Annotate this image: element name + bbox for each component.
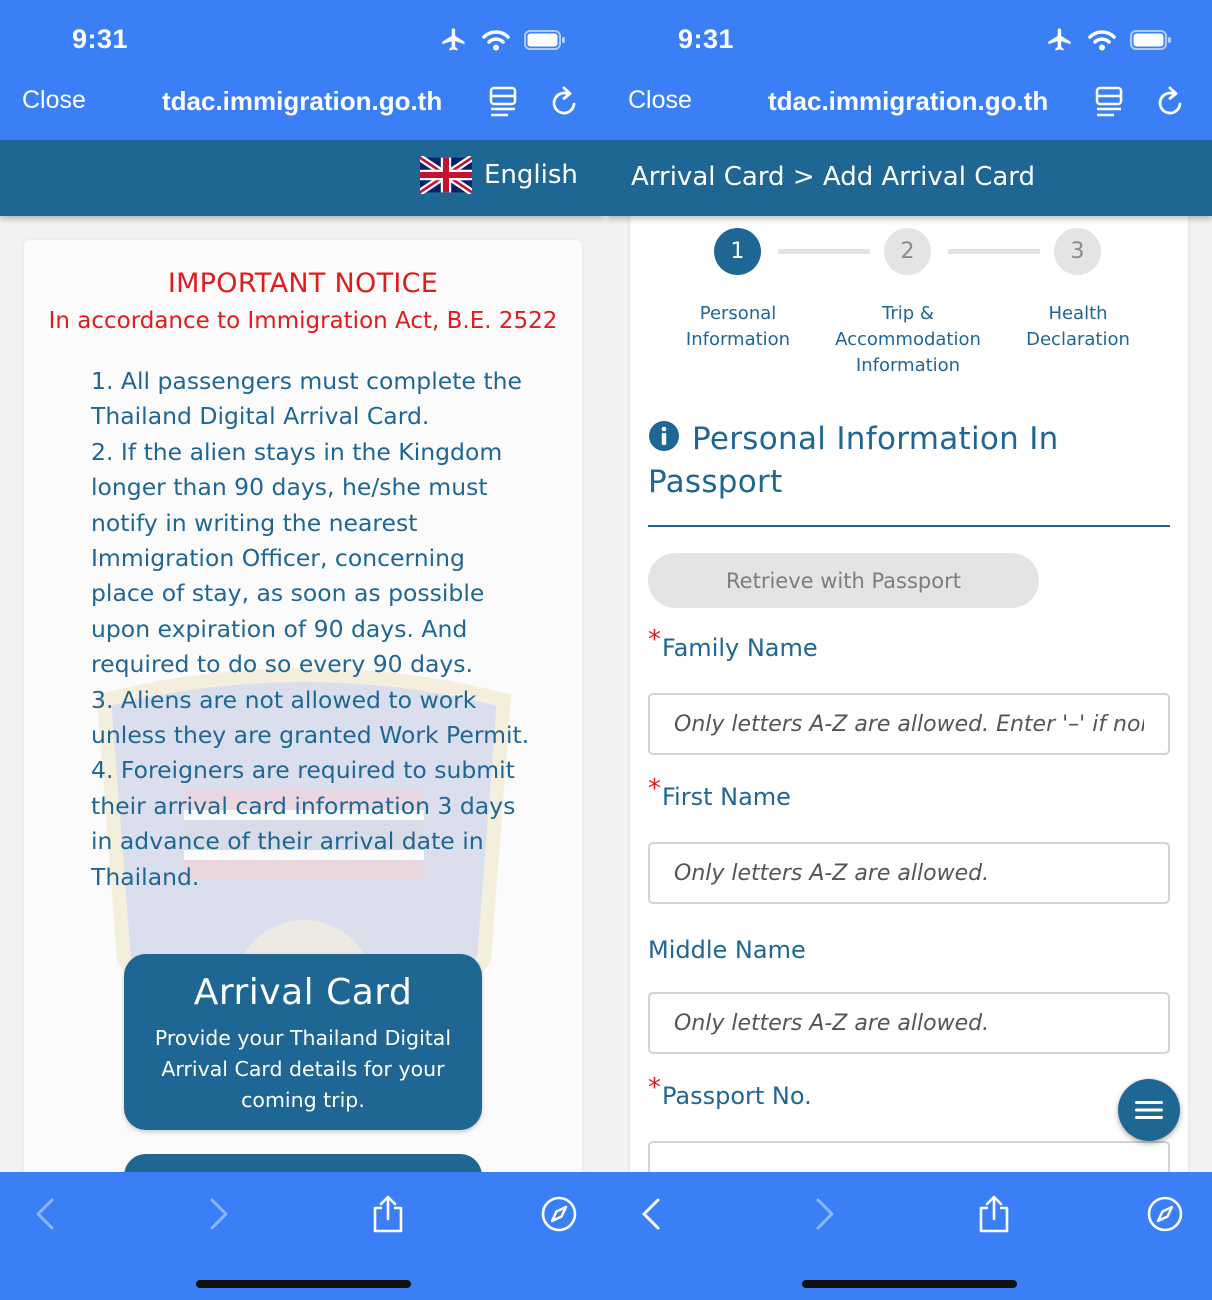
url-field[interactable]: tdac.immigration.go.th: [162, 86, 443, 116]
step-connector: [948, 249, 1040, 254]
family-name-input[interactable]: [648, 693, 1170, 755]
wifi-icon: [482, 29, 510, 51]
arrival-card-description: Provide your Thailand Digital Arrival Card details for your coming trip.: [154, 1026, 452, 1112]
step-3-label: Health Declaration: [1026, 303, 1130, 350]
notice-subtitle: In accordance to Immigration Act, B.E. 2522: [48, 308, 558, 334]
required-marker: *: [648, 774, 661, 804]
chevron-right-icon: [206, 1194, 232, 1234]
share-button[interactable]: [976, 1194, 1012, 1238]
reader-mode-button[interactable]: [488, 86, 518, 122]
middle-name-input[interactable]: [648, 992, 1170, 1054]
form-card: [630, 216, 1188, 1196]
reader-icon: [1094, 86, 1124, 118]
first-name-input[interactable]: [648, 842, 1170, 904]
notice-item: 1. All passengers must complete the Thailand Digital Arrival Card.: [91, 367, 522, 431]
share-icon: [976, 1194, 1012, 1234]
home-indicator: [802, 1280, 1017, 1288]
notice-title: IMPORTANT NOTICE: [167, 268, 439, 299]
section-title-text: Personal Information In Passport: [648, 421, 1059, 500]
share-button[interactable]: [370, 1194, 406, 1238]
safari-button[interactable]: [540, 1194, 578, 1238]
chevron-left-icon: [32, 1194, 58, 1234]
menu-fab-button[interactable]: [1118, 1079, 1180, 1141]
notice-item: 2. If the alien stays in the Kingdom longer than 90 days, he/she must notify in writing the nearest Immigration Officer, concerning place of stay, as soon as possible upon expiration of 90 days. And required to do so every 90 days.: [91, 437, 503, 679]
notice-item: 3. Aliens are not allowed to work unless they are granted Work Permit.: [91, 685, 530, 750]
step-connector: [778, 249, 870, 254]
notice-list: [91, 364, 531, 895]
right-screen: [606, 0, 1212, 1300]
site-header: [0, 140, 606, 216]
browser-top-bar: [606, 0, 1212, 140]
compass-icon: [540, 1194, 578, 1234]
hamburger-menu-icon: [1134, 1098, 1164, 1122]
browser-top-bar: [0, 0, 606, 140]
status-icons: [440, 26, 566, 54]
reload-button[interactable]: [550, 86, 580, 122]
close-button[interactable]: Close: [628, 86, 692, 114]
reader-icon: [488, 86, 518, 118]
first-name-label-text: First Name: [662, 783, 791, 811]
passport-no-label: [648, 1073, 812, 1111]
battery-icon: [524, 29, 566, 51]
notice-card: [24, 240, 582, 1180]
forward-button[interactable]: [206, 1194, 232, 1238]
required-marker: *: [648, 1073, 661, 1103]
step-3-indicator[interactable]: 3: [1054, 228, 1101, 275]
arrival-card-button[interactable]: [124, 954, 482, 1130]
middle-name-label-text: Middle Name: [648, 936, 806, 964]
compass-icon: [1146, 1194, 1184, 1234]
share-icon: [370, 1194, 406, 1234]
section-title: [648, 418, 1168, 504]
chevron-left-icon: [638, 1194, 664, 1234]
section-divider: [648, 525, 1170, 527]
site-header: [606, 140, 1212, 216]
reload-icon: [550, 86, 580, 118]
close-button[interactable]: Close: [22, 86, 86, 114]
arrival-card-title: Arrival Card: [193, 972, 413, 1013]
required-marker: *: [648, 625, 661, 655]
family-name-label-text: Family Name: [662, 634, 818, 662]
home-indicator: [196, 1280, 411, 1288]
language-selector[interactable]: [420, 156, 578, 194]
uk-flag-icon: [420, 156, 472, 194]
wifi-icon: [1088, 29, 1116, 51]
chevron-right-icon: [812, 1194, 838, 1234]
airplane-icon: [440, 26, 468, 54]
status-time: 9:31: [72, 24, 129, 54]
airplane-icon: [1046, 26, 1074, 54]
breadcrumb: Arrival Card > Add Arrival Card: [631, 162, 1036, 192]
battery-icon: [1130, 29, 1172, 51]
first-name-label: [648, 774, 791, 812]
step-1-indicator[interactable]: 1: [714, 228, 761, 275]
family-name-label: [648, 625, 818, 663]
reload-icon: [1156, 86, 1186, 118]
step-2-indicator[interactable]: 2: [884, 228, 931, 275]
back-button[interactable]: [638, 1194, 664, 1238]
forward-button[interactable]: [812, 1194, 838, 1238]
url-field[interactable]: tdac.immigration.go.th: [768, 86, 1049, 116]
reload-button[interactable]: [1156, 86, 1186, 122]
reader-mode-button[interactable]: [1094, 86, 1124, 122]
status-icons: [1046, 26, 1172, 54]
step-2-label: Trip & Accommodation Information: [835, 303, 981, 376]
step-1-label: Personal Information: [685, 303, 791, 350]
safari-button[interactable]: [1146, 1194, 1184, 1238]
language-label: English: [484, 160, 578, 190]
notice-item: 4. Foreigners are required to submit their arrival card information 3 days in advance of their arrival date in Thailand.: [91, 756, 516, 891]
back-button[interactable]: [32, 1194, 58, 1238]
middle-name-label: [648, 936, 806, 964]
status-time: 9:31: [678, 24, 735, 54]
passport-no-label-text: Passport No.: [662, 1082, 812, 1110]
retrieve-with-passport-button[interactable]: Retrieve with Passport: [648, 553, 1039, 608]
info-icon: [648, 420, 680, 452]
